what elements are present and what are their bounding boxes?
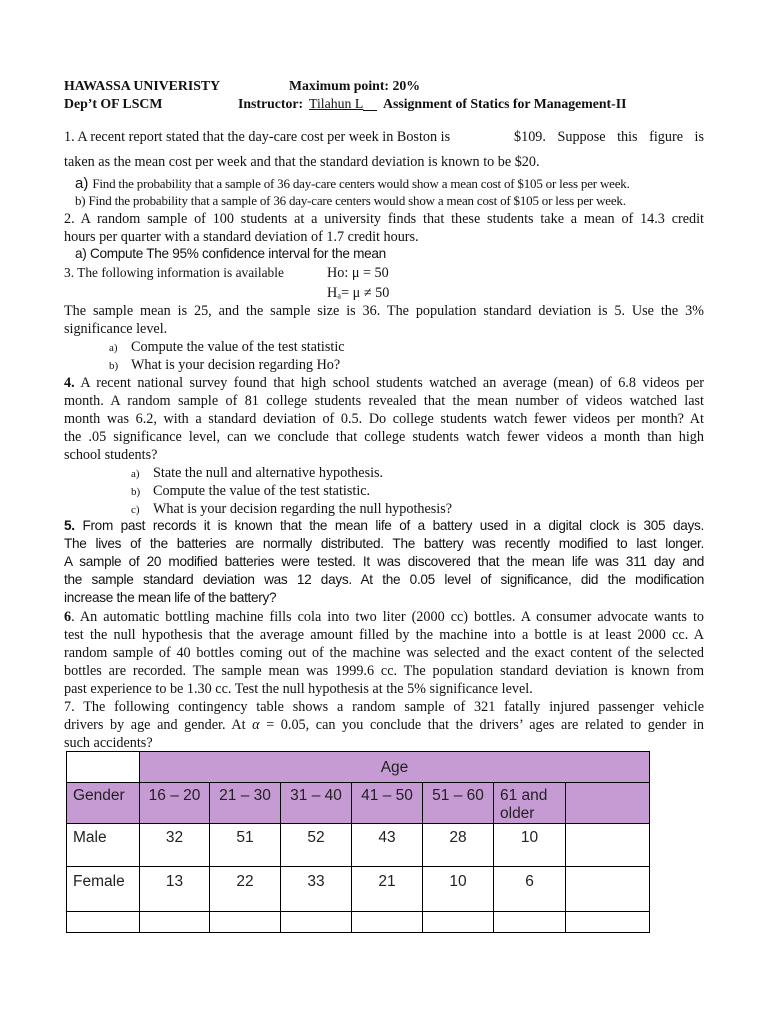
q6-line4: bottles are recorded. The sample mean was 1999.6 cc. The population standard deviation is known from (64, 663, 704, 679)
table-age-group: 21 – 30 (209, 782, 281, 824)
q4-a-marker: a) (131, 468, 140, 480)
q6-line2: test the null hypothesis that the average amount filled by the machine into a bottle is at least 2000 cc. A (64, 627, 704, 643)
q3-line1: The sample mean is 25, and the sample size is 36. The population standard deviation is 5. Use the 3% (64, 303, 704, 319)
q2-line1: 2. A random sample of 100 students at a university finds that these students take a mean of 14.3 credit (64, 211, 704, 227)
assignment-title: Assignment of Statics for Management-II (383, 96, 627, 111)
table-empty-cell (280, 911, 352, 933)
table-cell: 51 (209, 823, 281, 867)
table-cell: 52 (280, 823, 352, 867)
department: Dep’t OF LSCM (64, 96, 163, 111)
table-row-label-female: Female (66, 866, 140, 912)
q1-line1: 1. A recent report stated that the day-care cost per week in Boston is (64, 129, 451, 145)
university-name: HAWASSA UNIVERISTY (64, 78, 221, 93)
q2-line2: hours per quarter with a standard deviation of 1.7 credit hours. (64, 229, 419, 245)
q1-line2: taken as the mean cost per week and that the standard deviation is known to be $20. (64, 154, 540, 170)
q7-line3: such accidents? (64, 735, 153, 751)
table-cell: 22 (209, 866, 281, 912)
q5-line3: A sample of 20 modified batteries were tested. It was discovered that the mean life was 311 day and (64, 554, 704, 569)
table-age-group: 16 – 20 (139, 782, 210, 824)
q3-intro: 3. The following information is available (64, 265, 284, 280)
q5-line5: increase the mean life of the battery? (64, 590, 277, 605)
q4-c-text: What is your decision regarding the null hypothesis? (153, 501, 453, 517)
q6-line1: 6. An automatic bottling machine fills cola into two liter (2000 cc) bottles. A consumer advocate wants to (64, 609, 704, 625)
table-empty-cell (565, 782, 650, 824)
q4-b-marker: b) (131, 486, 141, 498)
instructor-underline (363, 95, 377, 111)
table-empty-cell (493, 911, 566, 933)
table-gender-header: Gender (66, 782, 140, 824)
q3-a-marker: a) (109, 342, 118, 354)
table-empty-cell (66, 911, 140, 933)
table-cell: 10 (422, 866, 494, 912)
alpha-symbol: α (252, 717, 260, 733)
table-cell: 21 (351, 866, 423, 912)
table-age-group-last: 61 and older (493, 782, 566, 824)
q1-a-label: a) (75, 175, 89, 192)
table-cell: 33 (280, 866, 352, 912)
max-point: Maximum point: 20% (289, 78, 421, 93)
q5-line4: the sample standard deviation was 12 days. At the 0.05 level of significance, did the modification (64, 572, 704, 587)
table-empty-cell (422, 911, 494, 933)
instructor-label: Instructor: (238, 96, 304, 111)
table-age-group: 41 – 50 (351, 782, 423, 824)
q3-b-text: What is your decision regarding Ho? (131, 357, 341, 373)
table-empty-cell (565, 866, 650, 912)
table-cell: 28 (422, 823, 494, 867)
table-cell: 13 (139, 866, 210, 912)
q4-b-text: Compute the value of the test statistic. (153, 483, 371, 499)
q4-line1: 4. A recent national survey found that high school students watched an average (mean) of 6.8 videos per (64, 375, 704, 391)
table-empty-cell (351, 911, 423, 933)
q6-line3: random sample of 40 bottles coming out of the machine was selected and the exact content of the selected (64, 645, 704, 661)
table-cell: 6 (493, 866, 566, 912)
q3-b-marker: b) (109, 360, 119, 372)
table-cell: 10 (493, 823, 566, 867)
q3-ha: Hₐ= μ ≠ 50 (327, 285, 390, 301)
q3-a-text: Compute the value of the test statistic (131, 339, 345, 355)
q7-line2: drivers by age and gender. At α = 0.05, can you conclude that the drivers’ ages are related to gender in (64, 717, 705, 733)
q2-part-a: a) Compute The 95% confidence interval for the mean (75, 246, 386, 261)
q4-line4: the .05 significance level, can we conclude that college students watch fewer videos a month than high (64, 429, 704, 445)
table-age-header: Age (139, 751, 650, 783)
q3-line2: significance level. (64, 321, 168, 337)
q4-line2: month. A random sample of 81 college students revealed that the mean number of videos watched last (64, 393, 704, 409)
table-age-group: 51 – 60 (422, 782, 494, 824)
table-cell: 32 (139, 823, 210, 867)
q4-line3: month was 6.2, with a standard deviation of 0.5. Do college students watch fewer videos per month? At (64, 411, 704, 427)
q5-line1: 5. From past records it is known that the mean life of a battery used in a digital clock is 305 days. (64, 518, 704, 533)
table-empty-cell (139, 911, 210, 933)
q1-part-a (75, 175, 630, 193)
contingency-table (66, 751, 650, 933)
instructor-name: Tilahun L (309, 96, 364, 111)
q3-h0: Ho: μ = 50 (327, 265, 389, 281)
q1-a-text: Find the probability that a sample of 36 day-care centers would show a mean cost of $105 or less per week. (92, 176, 630, 191)
table-age-group: 31 – 40 (280, 782, 352, 824)
q7-line1: 7. The following contingency table shows a random sample of 321 fatally injured passenger vehicle (64, 699, 704, 715)
q4-a-text: State the null and alternative hypothesis. (153, 465, 384, 481)
q6-line5: past experience to be 1.30 cc. Test the null hypothesis at the 5% significance level. (64, 681, 533, 697)
q4-c-marker: c) (131, 504, 140, 516)
table-empty-cell (209, 911, 281, 933)
q5-line2: The lives of the batteries are normally distributed. The battery was recently modified to last longer. (64, 536, 704, 551)
table-row-label-male: Male (66, 823, 140, 867)
table-corner (66, 751, 139, 783)
q4-line5: school students? (64, 447, 158, 463)
table-empty-cell (565, 823, 650, 867)
table-cell: 43 (351, 823, 423, 867)
table-empty-cell (565, 911, 650, 933)
q1-part-b: b) Find the probability that a sample of 36 day-care centers would show a mean cost of $105 or less per week. (75, 193, 626, 208)
q1-line1-end: $109. Suppose this figure is (514, 129, 704, 145)
